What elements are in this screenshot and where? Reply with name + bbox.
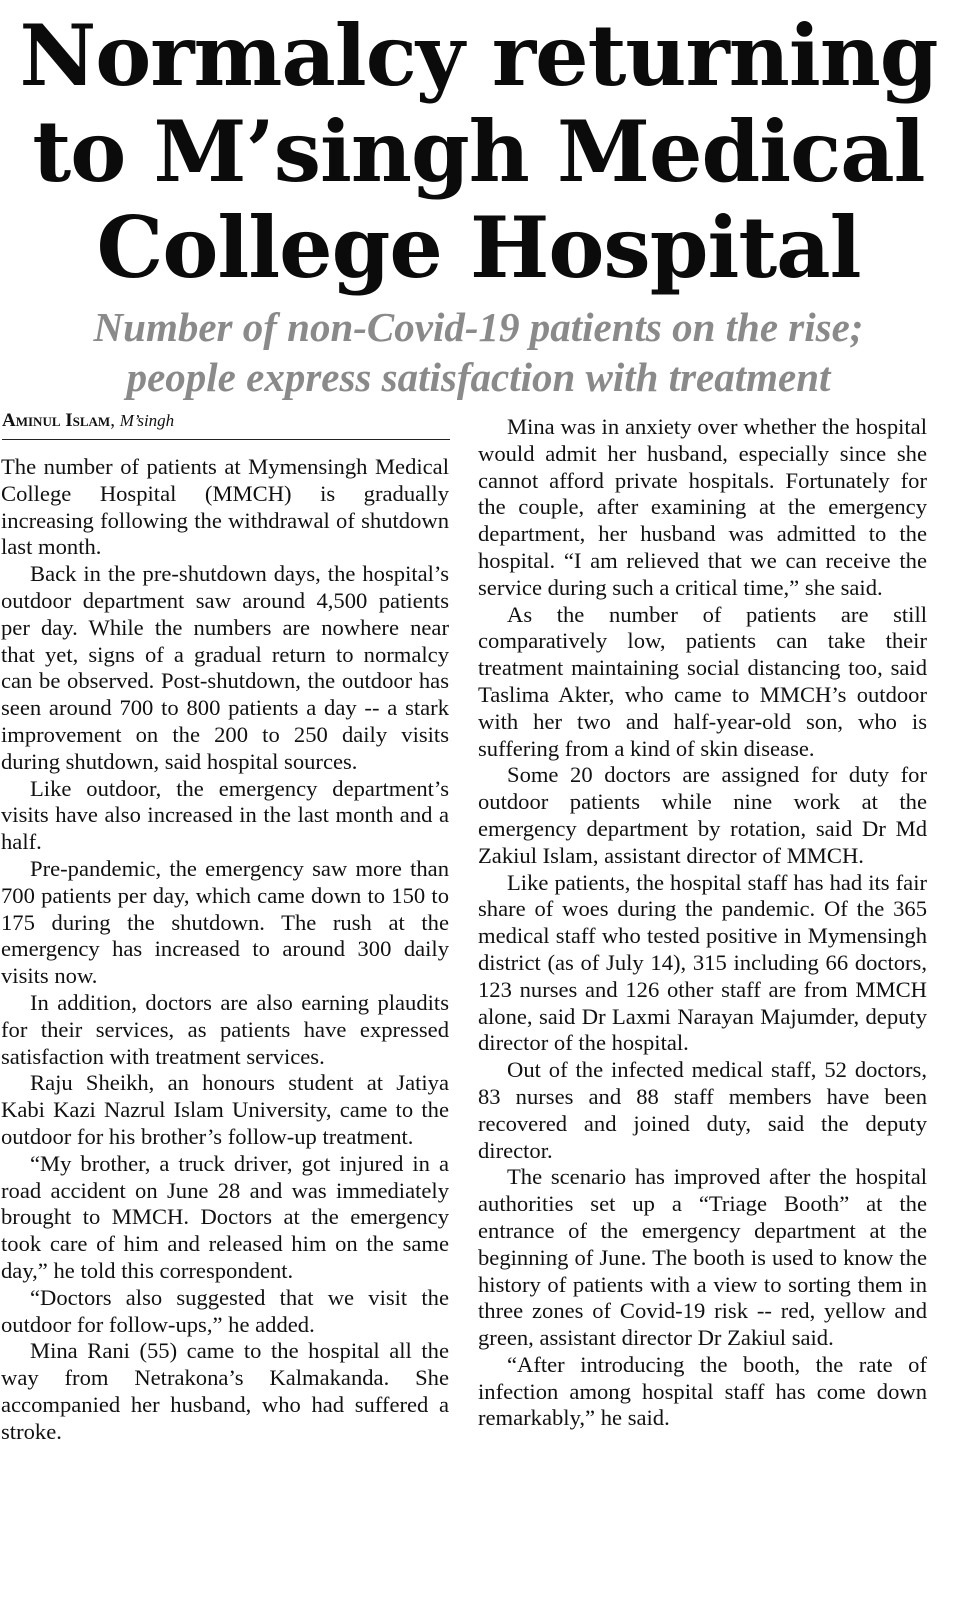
paragraph: Some 20 doctors are assigned for duty for outdoor patients while nine work at the emergency department by rotation, said Dr Md Zakiul Islam, assistant director of MMCH. <box>478 762 927 868</box>
article-column-right <box>478 414 927 1432</box>
paragraph: Like outdoor, the emergency department’s visits have also increased in the last month and a half. <box>1 775 449 855</box>
paragraph: The scenario has improved after the hospital authorities set up a “Triage Booth” at the entrance of the emergency department at the beginning of June. The booth is used to know the history of patients with a view to sorting them in three zones of Covid-19 risk -- red, yellow and green, assistant director Dr Zakiul said. <box>478 1164 927 1351</box>
headline-line: to M’singh Medical <box>32 102 925 201</box>
headline <box>0 8 957 296</box>
paragraph: “My brother, a truck driver, got injured in a road accident on June 28 and was immediately brought to MMCH. Doctors at the emergency took care of him and released him on the same day,” he told this correspondent. <box>1 1150 449 1283</box>
paragraph: Mina Rani (55) came to the hospital all the way from Netrakona’s Kalmakanda. She accompanied her husband, who had suffered a stroke. <box>1 1338 449 1444</box>
article-column-left <box>1 454 449 1445</box>
byline-author: Aminul Islam <box>2 410 111 431</box>
paragraph: As the number of patients are still comparatively low, patients can take their treatment maintaining social distancing too, said Taslima Akter, who came to MMCH’s outdoor with her two and half-year-old son, who is suffering from a kind of skin disease. <box>478 601 927 761</box>
paragraph: “Doctors also suggested that we visit the outdoor for follow-ups,” he added. <box>1 1284 449 1337</box>
subheadline-line: Number of non-Covid-19 patients on the rise; <box>93 304 864 350</box>
byline-location: M’singh <box>119 411 175 430</box>
paragraph: The number of patients at Mymensingh Medical College Hospital (MMCH) is gradually increasing following the withdrawal of shutdown last month. <box>1 454 449 560</box>
paragraph: Like patients, the hospital staff has had its fair share of woes during the pandemic. Of the 365 medical staff who tested positive in Mymensingh district (as of July 14), 315 including 66 doctors, 123 nurses and 126 other staff are from MMCH alone, said Dr Laxmi Narayan Majumder, deputy director of the hospital. <box>478 869 927 1056</box>
headline-line: College Hospital <box>96 198 861 297</box>
subheadline <box>0 302 957 402</box>
headline-line: Normalcy returning <box>19 6 938 105</box>
paragraph: Raju Sheikh, an honours student at Jatiya Kabi Kazi Nazrul Islam University, came to the outdoor for his brother’s follow-up treatment. <box>1 1070 449 1149</box>
paragraph: Out of the infected medical staff, 52 doctors, 83 nurses and 88 staff members have been recovered and joined duty, said the deputy director. <box>478 1057 927 1163</box>
paragraph: Mina was in anxiety over whether the hospital would admit her husband, especially since she cannot afford private hospitals. Fortunately for the couple, after examining at the emergency department, her husband was admitted to the hospital. “I am relieved that we can receive the service during such a critical time,” she said. <box>478 414 927 600</box>
paragraph: In addition, doctors are also earning plaudits for their services, as patients have expressed satisfaction with treatment services. <box>1 989 449 1069</box>
paragraph: “After introducing the booth, the rate of infection among hospital staff has come down remarkably,” he said. <box>478 1351 927 1431</box>
paragraph: Pre-pandemic, the emergency saw more than 700 patients per day, which came down to 150 to 175 during the shutdown. The rush at the emergency has increased to around 300 daily visits now. <box>1 855 449 989</box>
byline <box>2 409 450 440</box>
subheadline-line: people express satisfaction with treatment <box>126 354 831 400</box>
byline-separator: , <box>110 410 120 431</box>
paragraph: Back in the pre-shutdown days, the hospital’s outdoor department saw around 4,500 patients per day. While the numbers are nowhere near that yet, signs of a gradual return to normalcy can be observed. Post-shutdown, the outdoor has seen around 700 to 800 patients a day -- a stark improvement on the 200 to 250 daily visits during shutdown, said hospital sources. <box>1 561 449 774</box>
